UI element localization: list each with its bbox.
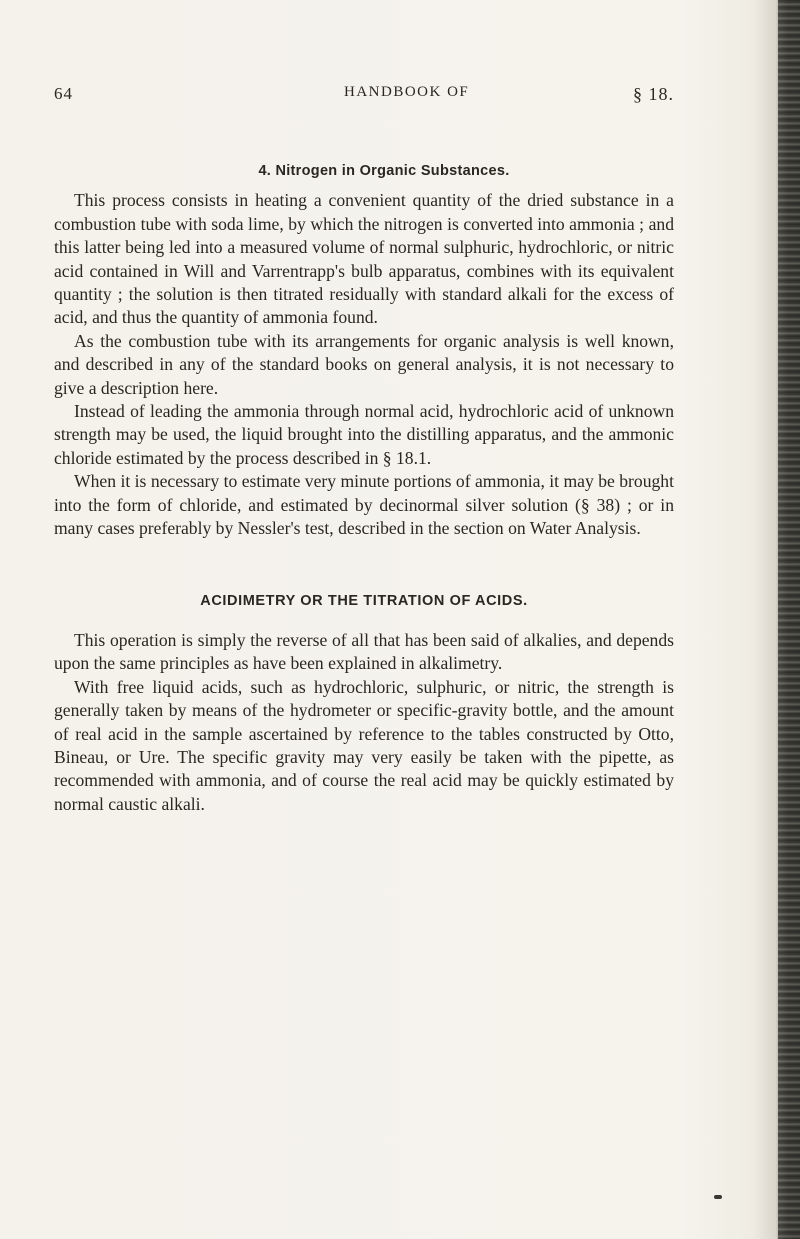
subsection-heading: 4. Nitrogen in Organic Substances.	[258, 163, 510, 179]
paragraph: Instead of leading the ammonia through normal acid, hydrochloric acid of unknown strength may be used, the liquid brought into the distilling apparatus, and the ammonic chloride estimated by the process described in § 18.1.	[54, 401, 674, 468]
paragraph: With free liquid acids, such as hydrochloric, sulphuric, or nitric, the strength is generally taken by means of the hydrometer or specific-gravity bottle, and the amount of real acid in the sample ascertained by reference to the tables constructed by Otto, Bineau, or Ure. The specific gravity may very easily be taken with the pipette, as recommended with ammonia, and of course the real acid may be quickly estimated by normal caustic alkali.	[54, 676, 674, 814]
paragraph: When it is necessary to estimate very minute portions of ammonia, it may be brought into the form of chloride, and estimated by decinormal silver solution (§ 38) ; or in many cases preferably by Nessler's test, described in the section on Water Analysis.	[54, 471, 674, 539]
running-title: HANDBOOK OF	[344, 84, 470, 100]
running-header	[54, 84, 674, 108]
paragraph: This operation is simply the reverse of all that has been said of alkalies, and depends upon the same principles as have been explained in alkalimetry.	[54, 629, 674, 674]
page-number: 64	[54, 84, 73, 103]
page-body	[54, 160, 674, 816]
section-reference: § 18.	[633, 84, 674, 104]
paragraph: As the combustion tube with its arrangements for organic analysis is well known, and described in any of the standard books on general analysis, it is not necessary to give a description here.	[54, 330, 674, 398]
binding-edge	[778, 0, 800, 1239]
paragraph: This process consists in heating a convenient quantity of the dried substance in a combustion tube with soda lime, by which the nitrogen is converted into ammonia ; and this latter being led into a measured volume of normal sulphuric, hydrochloric, or nitric acid contained in Will and Varrentrapp's bulb apparatus, combines with its equivalent quantity ; the solution is then titrated residually with standard alkali for the excess of acid, and thus the quantity of ammonia found.	[54, 190, 674, 328]
ink-mark	[714, 1195, 722, 1199]
section-heading: ACIDIMETRY OR THE TITRATION OF ACIDS.	[200, 592, 528, 609]
